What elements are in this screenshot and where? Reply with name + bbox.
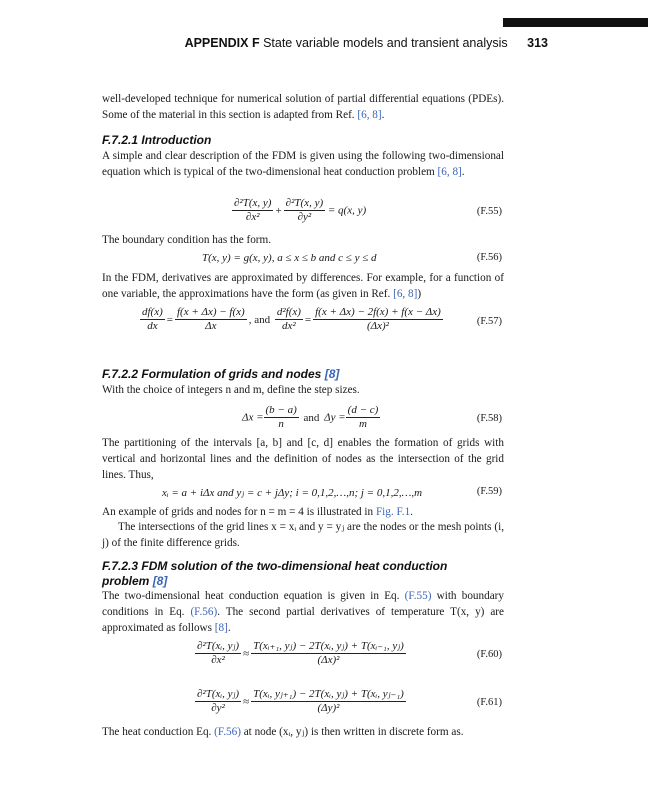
grid-partition-paragraph: The partitioning of the intervals [a, b] and [c, d] enables the formation of grids with vertical and horizontal lines and the definition of nodes as the intersection of the grid lines. Thus,	[102, 437, 504, 481]
ref-link[interactable]: [8]	[324, 367, 340, 381]
section-heading-fdm-solution: F.7.2.3 FDM solution of the two-dimensional heat conduction problem [8]	[102, 559, 448, 588]
header-title: State variable models and transient analysis	[263, 36, 508, 50]
equation-f61: $\frac{\text{∂²T(xᵢ, yⱼ)}}{\text{∂y²}}$ ≈ $\frac{\text{T(xᵢ, yⱼ₊₁) − 2T(xᵢ, yⱼ) + T(xᵢ, yⱼ₋₁)}}{\text{(Δy)²}}$ (F.61)	[197, 688, 502, 714]
fdm-approximation-paragraph: In the FDM, derivatives are approximated by differences. For example, for a function of one variable, the approximations have the form (as given in Ref. [6, 8])	[102, 272, 504, 300]
intro-paragraph: well-developed technique for numerical solution of partial differential equations (PDEs). Some of the material in this section is adapted from Ref. [6, 8].	[102, 93, 504, 121]
discrete-form-text: The heat conduction Eq. (F.56) at node (xᵢ, yⱼ) is then written in discrete form as.	[102, 726, 464, 738]
ref-link[interactable]: [6, 8]	[437, 165, 462, 178]
equation-number: (F.56)	[476, 252, 502, 263]
page-number: 313	[527, 36, 548, 50]
equation-number: (F.60)	[476, 649, 502, 660]
grid-example-text: An example of grids and nodes for n = m = 4 is illustrated in Fig. F.1.	[102, 506, 413, 518]
section-heading-introduction: F.7.2.1 Introduction	[102, 133, 212, 147]
equation-link[interactable]: (F.56)	[190, 605, 218, 618]
page-top-bar	[503, 18, 648, 27]
equation-f57: $\frac{df(x)}{dx}$ = $\frac{f(x + \Delta x) - f(x)}{\Delta x}$ , and $\frac{\text{d²f(x)}}{\text{dx²}}$ = $\frac{f(x + \Delta x) - 2f(x) + f(x - \Delta x)}{\text{(Δx)²}}$ (F.57)	[142, 306, 502, 332]
equation-link[interactable]: (F.55)	[404, 590, 432, 602]
equation-number: (F.59)	[476, 486, 502, 497]
ref-link[interactable]: [8]	[214, 621, 228, 634]
equation-number: (F.57)	[476, 316, 502, 327]
ref-link[interactable]: [6, 8]	[357, 108, 382, 121]
introduction-paragraph: A simple and clear description of the FDM is given using the following two-dimensional equation which is typical of the two-dimensional heat conduction problem [6, 8].	[102, 150, 504, 178]
equation-number: (F.58)	[476, 413, 502, 424]
equation-f58: Δx = $\frac{(b - a)}{n}$ and Δy = $\frac{(d - c)}{m}$ (F.58)	[242, 404, 502, 430]
equation-f59: xᵢ = a + iΔx and yⱼ = c + jΔy; i = 0,1,2,…,n; j = 0,1,2,…,m (F.59)	[162, 486, 502, 499]
equation-link[interactable]: (F.56)	[214, 726, 241, 738]
equation-f60: $\frac{\text{∂²T(xᵢ, yⱼ)}}{\text{∂x²}}$ ≈ $\frac{\text{T(xᵢ₊₁, yⱼ) − 2T(xᵢ, yⱼ) + T(xᵢ₋₁, yⱼ)}}{\text{(Δx)²}}$ (F.60)	[197, 640, 502, 666]
equation-number: (F.61)	[476, 697, 502, 708]
nodes-definition-paragraph: The intersections of the grid lines x = xᵢ and y = yⱼ are the nodes or the mesh points (i, j) of the finite difference grids.	[102, 521, 504, 549]
figure-link[interactable]: Fig. F.1	[375, 506, 411, 518]
equation-f56: T(x, y) = g(x, y), a ≤ x ≤ b and c ≤ y ≤ d (F.56)	[202, 252, 502, 264]
equation-f55: $\frac{\text{∂²T(x, y)}}{\text{∂x²}}$ + $\frac{\text{∂²T(x, y)}}{\text{∂y²}}$ = q(x, y) (F.55)	[234, 197, 502, 223]
ref-link[interactable]: [8]	[152, 573, 168, 588]
running-header	[0, 36, 548, 50]
appendix-label: APPENDIX F	[184, 36, 260, 50]
section-heading-grids: F.7.2.2 Formulation of grids and nodes [8]	[102, 367, 340, 381]
step-size-text: With the choice of integers n and m, define the step sizes.	[102, 384, 360, 396]
boundary-condition-text: The boundary condition has the form.	[102, 234, 272, 246]
heat-conduction-paragraph: The two-dimensional heat conduction equation is given in Eq. (F.55) with boundary conditions in Eq. (F.56). The second partial derivatives of temperature T(x, y) are approximated as follows [8].	[102, 590, 505, 634]
ref-link[interactable]: [6, 8]	[393, 287, 418, 300]
equation-number: (F.55)	[476, 206, 502, 217]
